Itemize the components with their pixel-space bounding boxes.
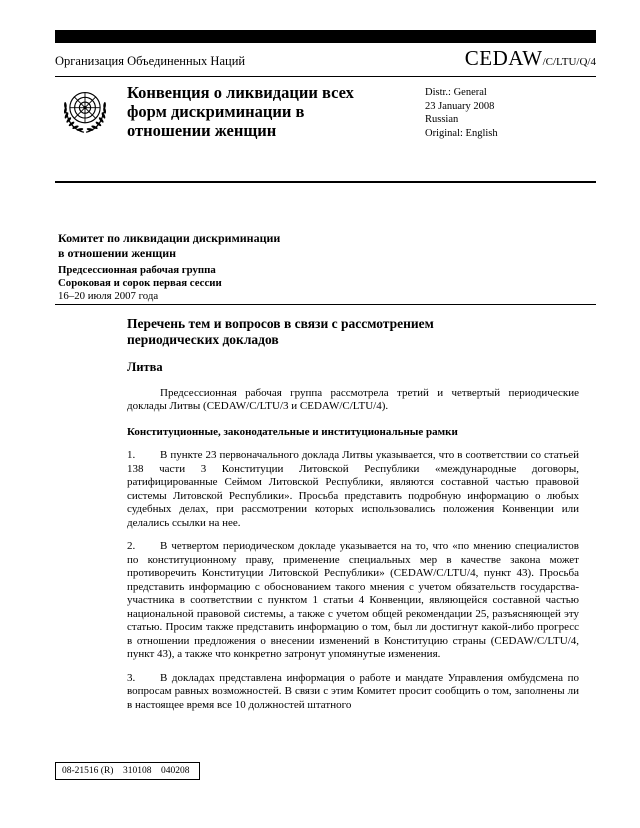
paragraph-number: 2. bbox=[127, 540, 136, 552]
committee-rule bbox=[55, 304, 596, 305]
paragraph-text: В четвертом периодическом докладе указывается на то, что «по мнению специалистов по конституционному праву, применение специальных мер в качестве закона может противоречить Конституции Литовской Республики» (CEDAW/C/LTU/4, пункт 43). Просьба представить информацию с обоснованием такого мнения с учетом обязательств государства-участника в соответствии с пунктом 1 статьи 4 Конвенции, являющейся составной частью национальной правовой системы, а также с учетом общей рекомендации 25, разъясняющей эту статью. Просим также представить информацию о том, был ли достигнут какой-либо прогресс в отношении предложения о внесении изменений в Конституцию страны (CEDAW/C/LTU/4, пункт 43), а также что конкретно затронут упомянутые изменения. bbox=[127, 540, 579, 660]
un-emblem-icon bbox=[57, 83, 113, 139]
section-heading: Конституционные, законодательные и институциональные рамки bbox=[127, 425, 458, 438]
header-rule bbox=[55, 76, 596, 77]
paragraph-text: В докладах представлена информация о работе и мандате Управления омбудсмена по вопросам равных возможностей. В связи с этим Комитет просит сообщить о том, заполнены ли в настоящее время все 10 должностей штатного bbox=[127, 671, 579, 711]
committee-name-line2: в отношении женщин bbox=[58, 245, 177, 260]
paragraph-text: В пункте 23 первоначального доклада Литвы указывается, что в соответствии со статьей 138 части 3 Конституции Литовской Республики «международные договоры, ратифицированные Сеймом Литовской Республики, являются составной частью правовой системы Литовской Республики». Просьба представить подробную информацию о любых судебных делах, при рассмотрении которых использовались положения Конвенции или делались ссылки на нее. bbox=[127, 449, 579, 529]
convention-title-line: Конвенция о ликвидации всех bbox=[127, 83, 354, 102]
numbered-paragraph bbox=[127, 449, 579, 530]
document-title-line: периодических докладов bbox=[127, 332, 279, 347]
original-language-line: Original: English bbox=[425, 127, 498, 139]
committee-block bbox=[58, 231, 280, 304]
document-symbol-suffix: /C/LTU/Q/4 bbox=[542, 56, 596, 68]
document-title-line: Перечень тем и вопросов в связи с рассмотрением bbox=[127, 316, 434, 331]
session-dates-line: 16–20 июля 2007 года bbox=[58, 290, 159, 303]
convention-title bbox=[127, 83, 427, 140]
numbered-paragraph bbox=[127, 672, 579, 713]
document-header bbox=[55, 46, 596, 71]
distribution-block bbox=[425, 86, 498, 140]
intro-paragraph: Предсессионная рабочая группа рассмотрела третий и четвертый периодические доклады Литвы (CEDAW/C/LTU/3 и CEDAW/C/LTU/4). bbox=[127, 386, 579, 412]
top-black-bar bbox=[55, 30, 596, 43]
masthead-rule bbox=[55, 181, 596, 183]
document-body bbox=[127, 316, 579, 712]
convention-title-line: форм дискриминации в bbox=[127, 102, 305, 121]
document-symbol-main: CEDAW bbox=[464, 46, 543, 70]
date-line: 23 January 2008 bbox=[425, 100, 495, 112]
paragraph-number: 3. bbox=[127, 671, 136, 684]
document-number-box: 08-21516 (R) 310108 040208 bbox=[55, 762, 200, 780]
paragraph-number: 1. bbox=[127, 449, 136, 461]
numbered-paragraph bbox=[127, 540, 579, 662]
convention-title-line: отношении женщин bbox=[127, 121, 277, 140]
committee-name-line1: Комитет по ликвидации дискриминации bbox=[58, 231, 281, 245]
working-group-line: Предсессионная рабочая группа bbox=[58, 264, 216, 276]
session-line: Сороковая и сорок первая сессии bbox=[58, 277, 222, 290]
document-symbol bbox=[465, 46, 596, 71]
organization-name: Организация Объединенных Наций bbox=[55, 54, 246, 68]
distr-line: Distr.: General bbox=[425, 87, 487, 98]
language-line: Russian bbox=[425, 114, 459, 125]
country-heading: Литва bbox=[127, 360, 163, 374]
document-title bbox=[127, 316, 579, 348]
